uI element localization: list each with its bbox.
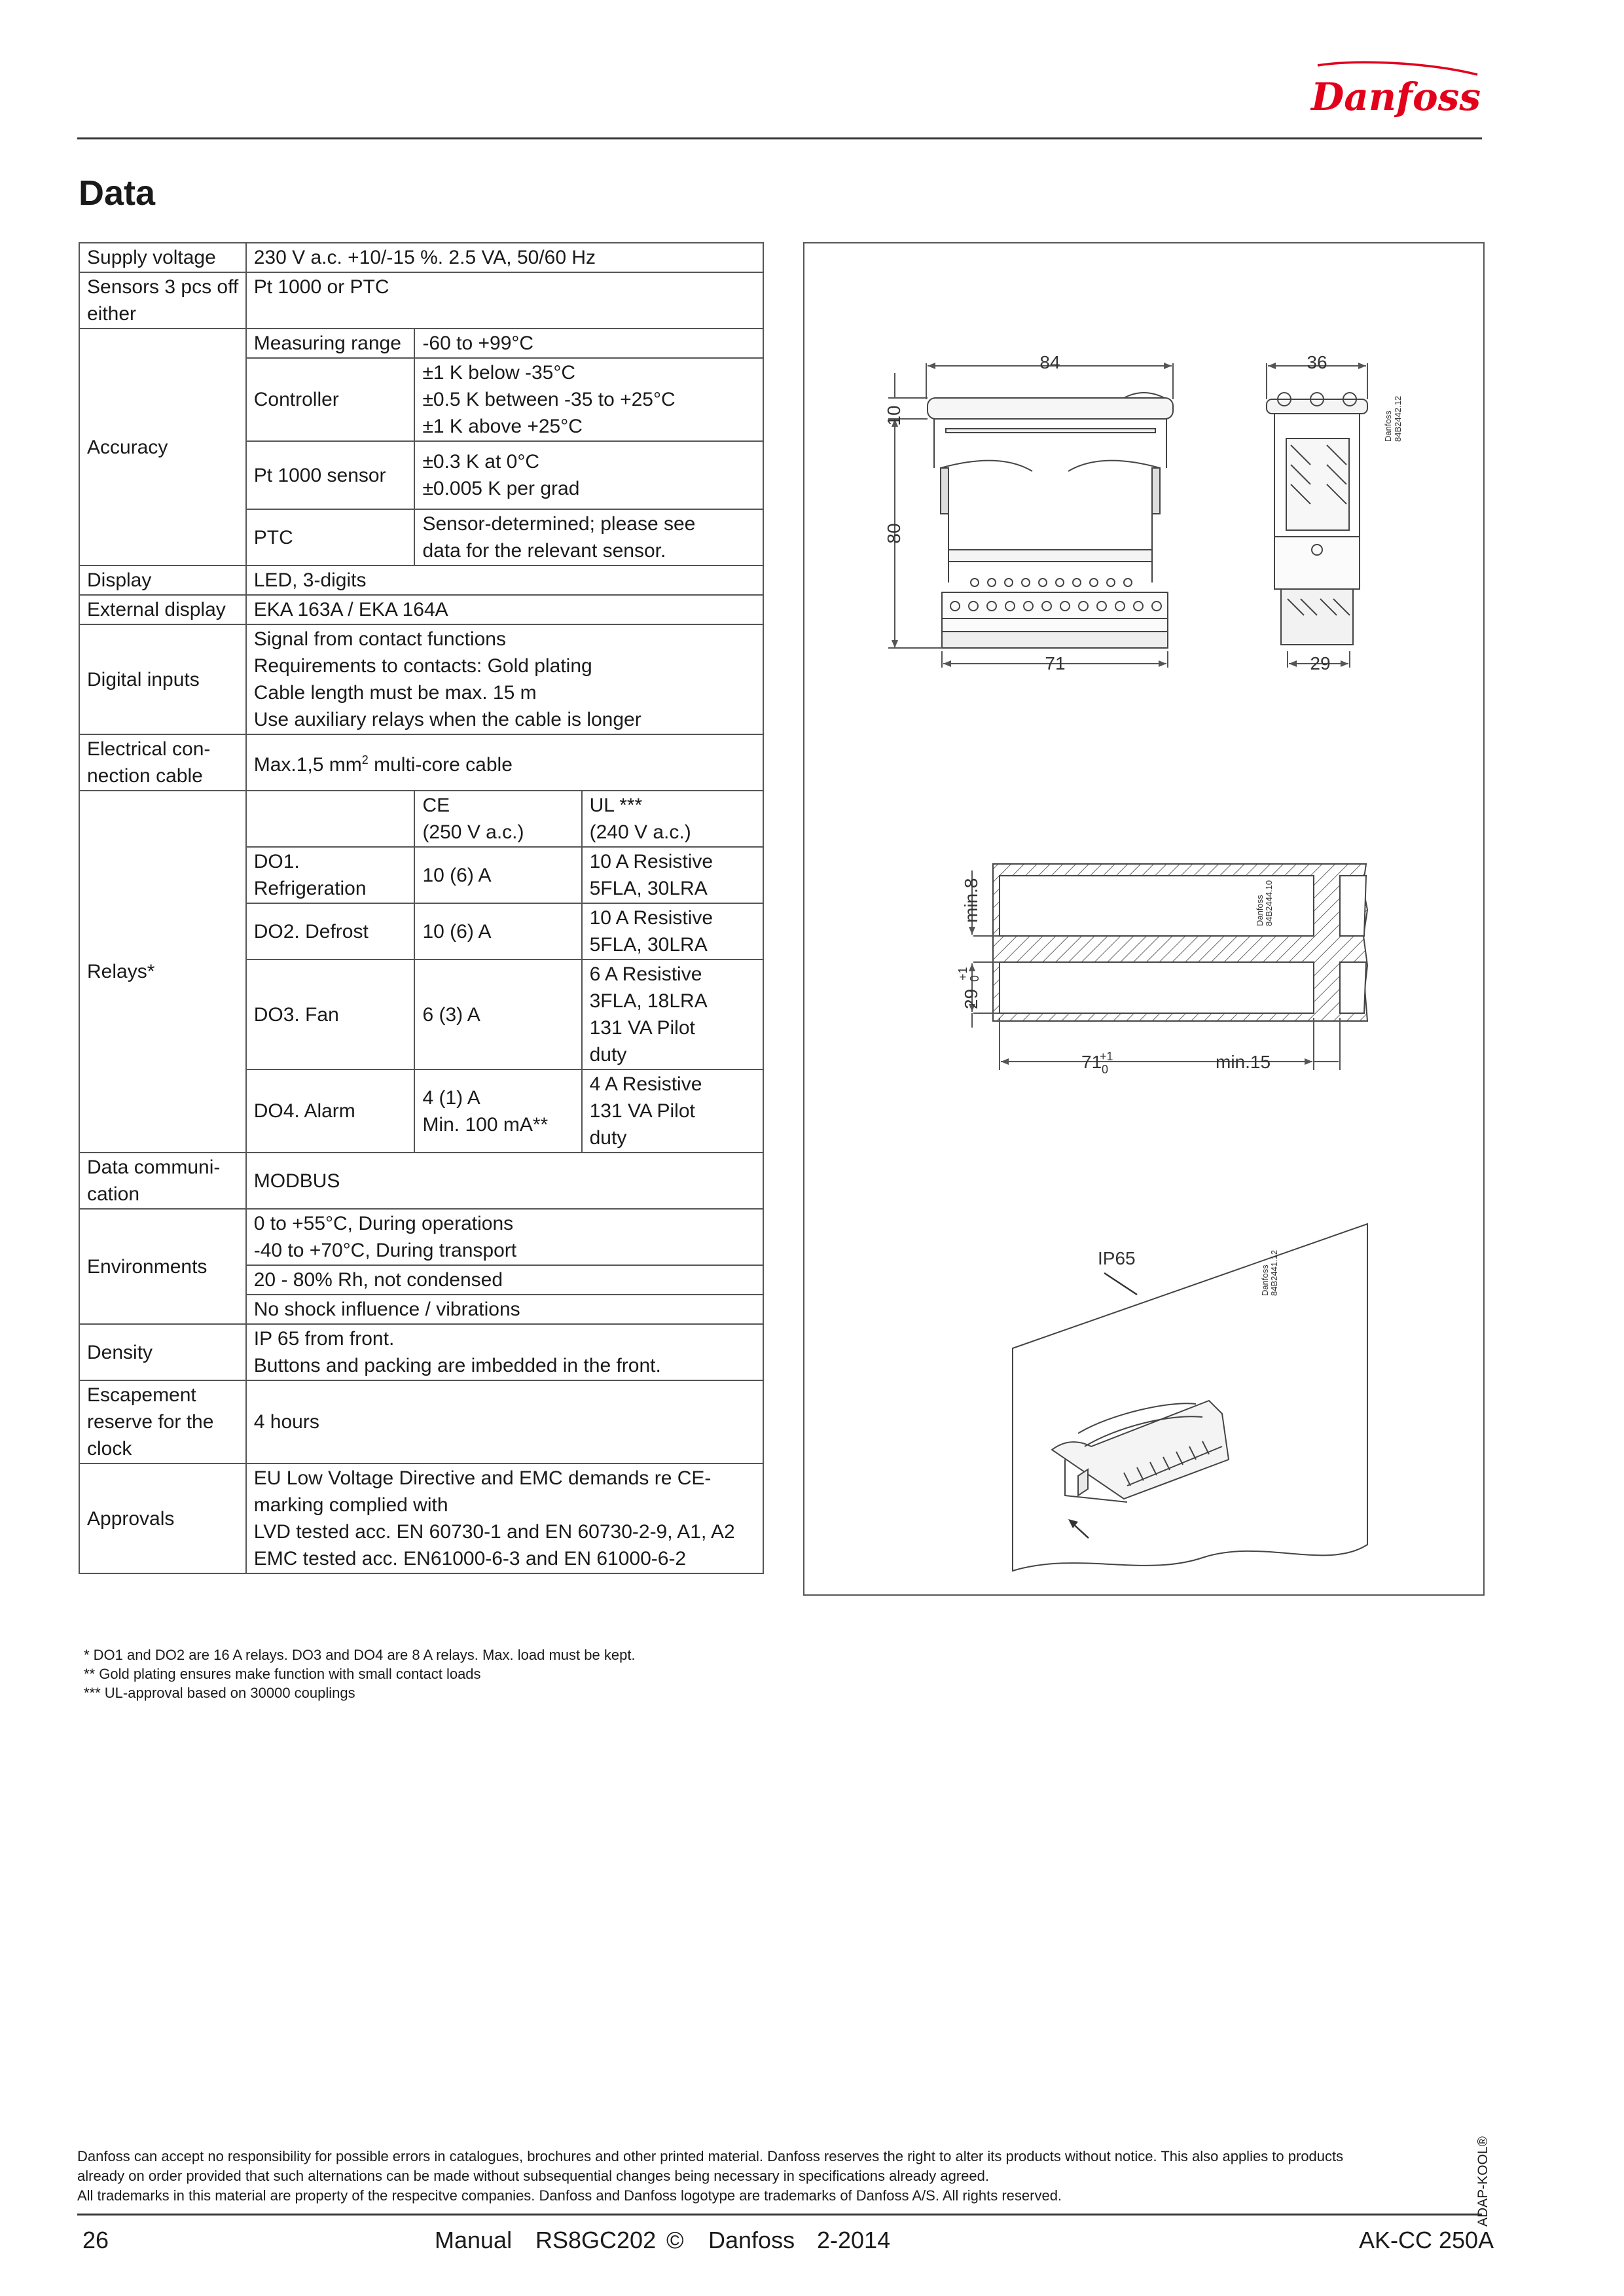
relay-do1-ce: 10 (6) A — [414, 847, 581, 903]
relay-do2-ce: 10 (6) A — [414, 903, 581, 960]
relays-header-ce: CE (250 V a.c.) — [414, 791, 581, 847]
row-data-communication — [79, 1153, 763, 1209]
row-external-display — [79, 595, 763, 624]
relay-do1-name: DO1. Refrigeration — [246, 847, 415, 903]
footer-rule — [77, 2214, 1482, 2215]
dim-cutout-h-tol-zero: 0 — [968, 975, 981, 982]
label-sensors: Sensors 3 pcs off either — [79, 272, 246, 329]
relay-do3-name: DO3. Fan — [246, 960, 415, 1069]
side-view-drawing — [1267, 363, 1367, 668]
row-relays-header — [79, 791, 763, 847]
footer-date: 2-2014 — [817, 2227, 891, 2253]
drawing-code-brand: Danfoss — [1260, 1265, 1270, 1296]
label-controller: Controller — [246, 358, 415, 441]
dim-side-bottom: 29 — [1310, 653, 1331, 673]
row-accuracy-measuring-range — [79, 329, 763, 358]
label-display: Display — [79, 565, 246, 595]
footer-doc-code: RS8GC202 — [535, 2227, 657, 2253]
footnote: ** Gold plating ensures make function with small contact loads — [84, 1666, 481, 1682]
technical-drawings — [803, 242, 1485, 1596]
data-spec-table — [79, 242, 764, 1574]
header-rule — [77, 137, 1482, 139]
label-digital-inputs: Digital inputs — [79, 624, 246, 734]
drawing-code-brand: Danfoss — [1383, 410, 1393, 442]
row-sensors — [79, 272, 763, 329]
relay-do3-ce: 6 (3) A — [414, 960, 581, 1069]
value-supply-voltage: 230 V a.c. +10/-15 %. 2.5 VA, 50/60 Hz — [246, 243, 763, 272]
dim-front-width: 84 — [1039, 352, 1060, 372]
ip65-mounting-drawing — [1013, 1224, 1367, 1571]
dim-body-height: 80 — [884, 523, 904, 544]
value-measuring-range: -60 to +99°C — [414, 329, 763, 358]
dim-cutout-w-tol-zero: 0 — [1102, 1063, 1109, 1076]
disclaimer: Danfoss can accept no responsibility for possible errors in catalogues, brochures and other printed material. Danfoss reserves the right to alter its products without notice. This also applies to products already on order provided that such alternations can be made without subsequential changes being necessary in specifications already agreed. All trademarks in this material are property of the respecitve companies. Danfoss and Danfoss logotype are trademarks of Danfoss A/S. All rights reserved. — [77, 2148, 1344, 2204]
logo-wordmark: Danfoss — [1311, 75, 1481, 119]
value-density: IP 65 from front. Buttons and packing are imbedded in the front. — [246, 1324, 763, 1380]
front-view-drawing — [888, 363, 1173, 668]
row-supply-voltage — [79, 243, 763, 272]
label-electrical-cable: Electrical con- nection cable — [79, 734, 246, 791]
footer-company: Danfoss — [708, 2227, 795, 2253]
value-environments-shock: No shock influence / vibrations — [246, 1295, 763, 1324]
adap-kool-trademark: ADAP-KOOL® — [1475, 2136, 1490, 2227]
danfoss-logo — [1306, 60, 1483, 126]
relay-do1-ul: 10 A Resistive 5FLA, 30LRA — [582, 847, 763, 903]
footnotes — [84, 1645, 636, 1702]
value-approvals: EU Low Voltage Directive and EMC demands re CE- marking complied with LVD tested acc. EN 60730-1 and EN 60730-2-9, A1, A2 EMC tested acc. EN61000-6-3 and EN 61000-6-2 — [246, 1463, 763, 1573]
value-sensors: Pt 1000 or PTC — [246, 272, 763, 329]
label-data-communication: Data communi- cation — [79, 1153, 246, 1209]
value-environments-temperature: 0 to +55°C, During operations -40 to +70°C, During transport — [246, 1209, 763, 1265]
value-pt1000-sensor: ±0.3 K at 0°C ±0.005 K per grad — [414, 441, 763, 509]
panel-cutout-drawing — [969, 864, 1367, 1070]
dim-cutout-min-v: min.8 — [961, 878, 981, 923]
value-external-display: EKA 163A / EKA 164A — [246, 595, 763, 624]
row-digital-inputs — [79, 624, 763, 734]
value-ptc: Sensor-determined; please see data for the relevant sensor. — [414, 509, 763, 565]
drawing-code-brand: Danfoss — [1255, 895, 1265, 926]
relay-do3-ul: 6 A Resistive 3FLA, 18LRA 131 VA Pilot duty — [582, 960, 763, 1069]
relay-do4-name: DO4. Alarm — [246, 1069, 415, 1153]
relay-do2-name: DO2. Defrost — [246, 903, 415, 960]
footnote: * DO1 and DO2 are 16 A relays. DO3 and DO4 are 8 A relays. Max. load must be kept. — [84, 1647, 636, 1663]
label-supply-voltage: Supply voltage — [79, 243, 246, 272]
value-data-communication: MODBUS — [246, 1153, 763, 1209]
relays-header-blank — [246, 791, 415, 847]
row-electrical-cable — [79, 734, 763, 791]
footnote: *** UL-approval based on 30000 couplings — [84, 1685, 355, 1701]
dim-bottom-width: 71 — [1045, 653, 1066, 673]
dim-cutout-h-tol-plus: +1 — [956, 967, 969, 980]
row-density — [79, 1324, 763, 1380]
dim-cutout-min-h: min.15 — [1216, 1052, 1271, 1072]
value-clock-reserve: 4 hours — [246, 1380, 763, 1463]
label-approvals: Approvals — [79, 1463, 246, 1573]
drawing-code-2: 84B2444.10 — [1264, 880, 1274, 926]
drawing-code-3: 84B2441.12 — [1269, 1249, 1279, 1296]
footer-copyright: © — [666, 2227, 684, 2253]
value-digital-inputs: Signal from contact functions Requirements to contacts: Gold plating Cable length must be max. 15 m Use auxiliary relays when the cable is longer — [246, 624, 763, 734]
dim-top-height: 10 — [884, 405, 904, 426]
value-environments-humidity: 20 - 80% Rh, not condensed — [246, 1265, 763, 1295]
label-relays: Relays* — [79, 791, 246, 1153]
relay-do4-ce: 4 (1) A Min. 100 mA** — [414, 1069, 581, 1153]
label-accuracy: Accuracy — [79, 329, 246, 565]
page-number: 26 — [82, 2227, 109, 2253]
dim-side-depth: 36 — [1307, 352, 1327, 372]
value-controller: ±1 K below -35°C ±0.5 K between -35 to +25°C ±1 K above +25°C — [414, 358, 763, 441]
drawing-code-1: 84B2442.12 — [1393, 395, 1403, 442]
label-external-display: External display — [79, 595, 246, 624]
label-environments: Environments — [79, 1209, 246, 1324]
label-clock-reserve: Escapement reserve for the clock — [79, 1380, 246, 1463]
label-density: Density — [79, 1324, 246, 1380]
footer-doc-type: Manual — [435, 2227, 513, 2253]
label-measuring-range: Measuring range — [246, 329, 415, 358]
row-environments-temperature — [79, 1209, 763, 1265]
label-ptc: PTC — [246, 509, 415, 565]
footer-product: AK-CC 250A — [1359, 2227, 1494, 2253]
row-approvals — [79, 1463, 763, 1573]
row-clock-reserve — [79, 1380, 763, 1463]
relays-header-ul: UL *** (240 V a.c.) — [582, 791, 763, 847]
dim-cutout-w-tol-plus: +1 — [1100, 1050, 1113, 1063]
terminal-pins — [971, 579, 1132, 586]
value-display: LED, 3-digits — [246, 565, 763, 595]
row-display — [79, 565, 763, 595]
ip65-label: IP65 — [1098, 1248, 1136, 1268]
dim-cutout-w: 71 — [1081, 1052, 1102, 1072]
dim-cutout-h: 29 — [961, 988, 981, 1009]
relay-do4-ul: 4 A Resistive 131 VA Pilot duty — [582, 1069, 763, 1153]
value-electrical-cable: Max.1,5 $mm^2$ multi-core cable — [246, 734, 763, 791]
relay-do2-ul: 10 A Resistive 5FLA, 30LRA — [582, 903, 763, 960]
label-pt1000-sensor: Pt 1000 sensor — [246, 441, 415, 509]
page-title: Data — [79, 173, 156, 213]
